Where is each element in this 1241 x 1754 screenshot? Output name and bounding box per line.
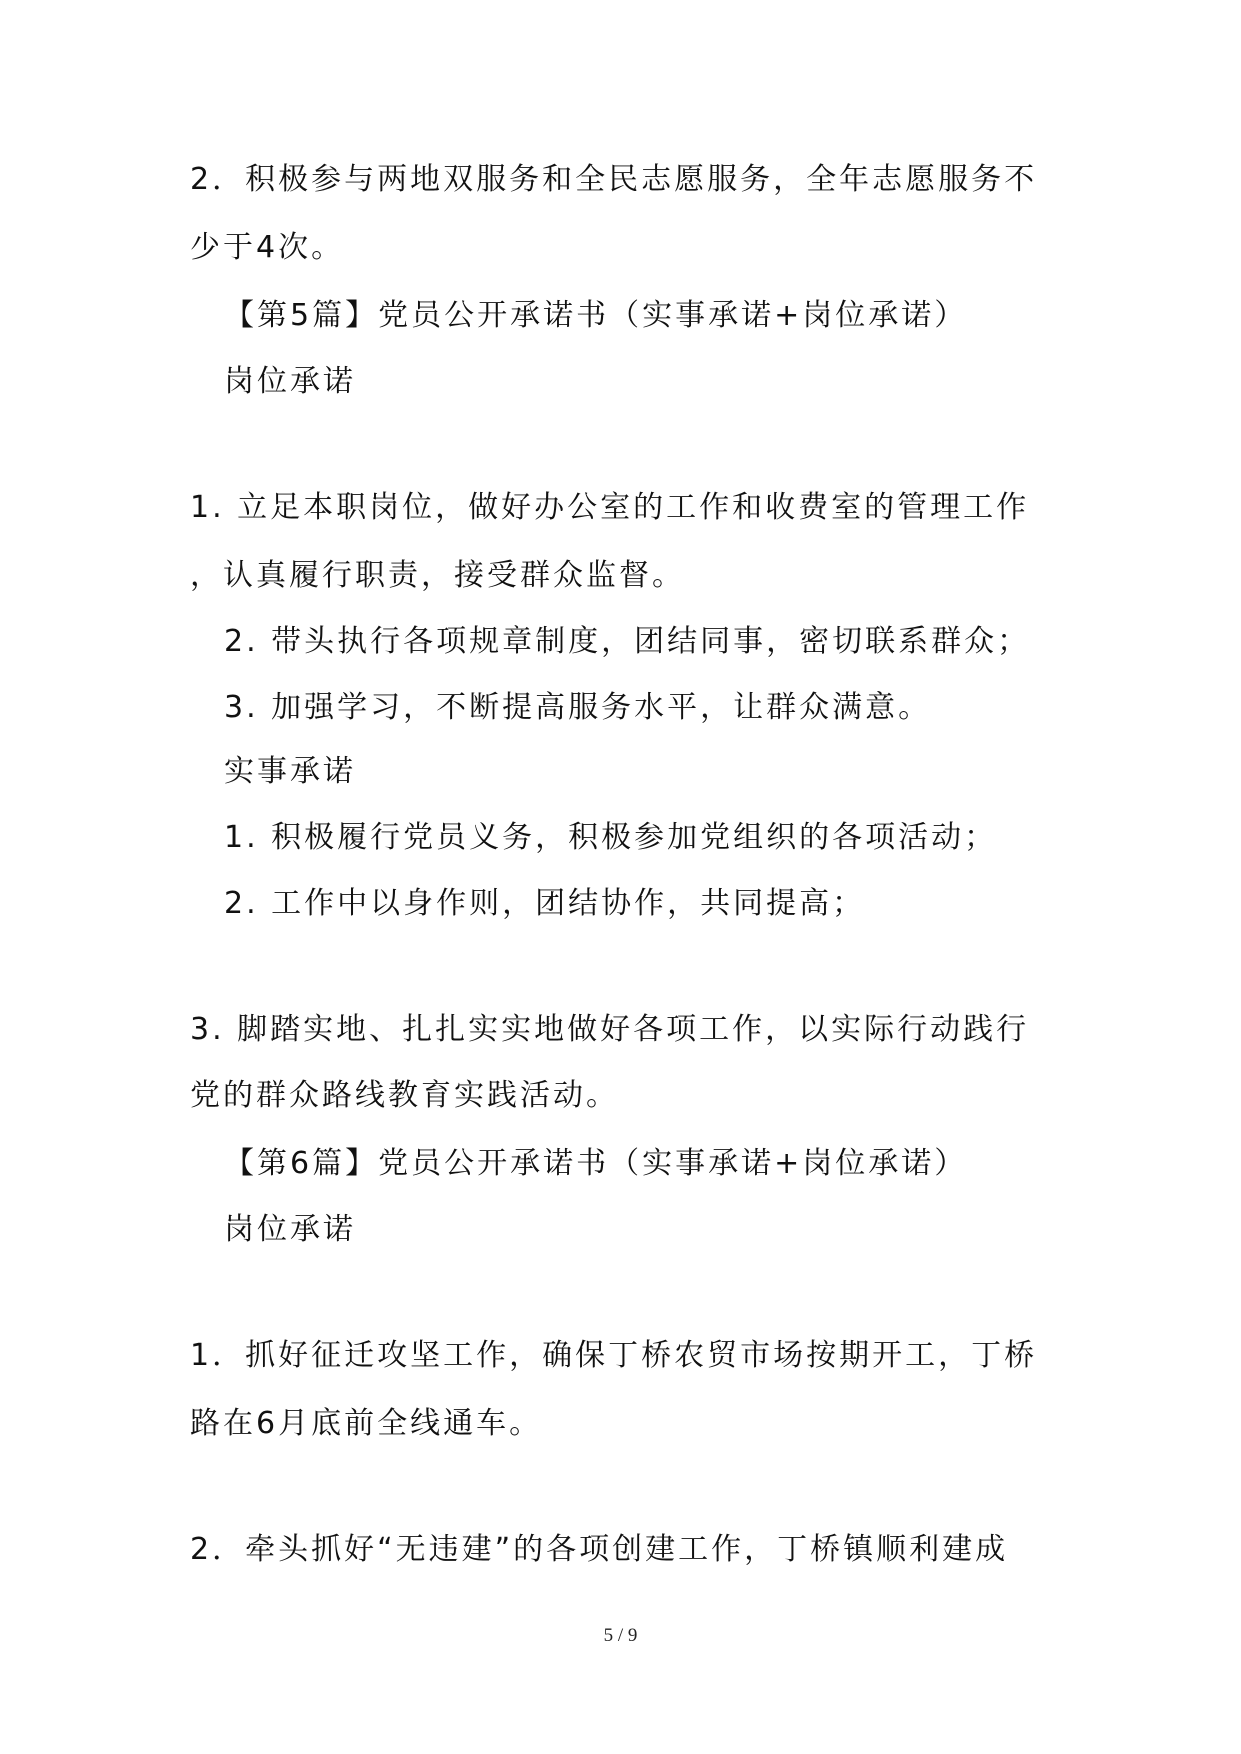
text-line: ，认真履行职责，接受群众监督。 — [190, 558, 685, 593]
text-line: 1. 积极履行党员义务，积极参加党组织的各项活动； — [224, 820, 998, 855]
text-line: 路在6月底前全线通车。 — [190, 1406, 543, 1441]
text-line: 2. 带头执行各项规章制度，团结同事，密切联系群众； — [224, 624, 1031, 659]
text-line: 2．牵头抓好“无违建”的各项创建工作，丁桥镇顺利建成 — [190, 1532, 1009, 1567]
text-line: 1．抓好征迁攻坚工作，确保丁桥农贸市场按期开工，丁桥 — [190, 1338, 1038, 1373]
page-number: 5 / 9 — [603, 1625, 638, 1646]
section-heading: 【第6篇】党员公开承诺书（实事承诺+岗位承诺） — [224, 1146, 968, 1181]
subheading: 岗位承诺 — [224, 364, 356, 399]
text-line: 党的群众路线教育实践活动。 — [190, 1078, 619, 1113]
text-line: 3. 脚踏实地、扎扎实实地做好各项工作，以实际行动践行 — [190, 1012, 1030, 1047]
subheading: 实事承诺 — [224, 754, 356, 789]
subheading: 岗位承诺 — [224, 1212, 356, 1247]
text-line: 2. 工作中以身作则，团结协作，共同提高； — [224, 886, 866, 921]
text-line: 1. 立足本职岗位，做好办公室的工作和收费室的管理工作 — [190, 490, 1030, 525]
text-line: 2．积极参与两地双服务和全民志愿服务，全年志愿服务不 — [190, 162, 1038, 197]
text-line: 少于4次。 — [190, 230, 345, 265]
text-line: 3. 加强学习，不断提高服务水平，让群众满意。 — [224, 690, 932, 725]
section-heading: 【第5篇】党员公开承诺书（实事承诺+岗位承诺） — [224, 298, 968, 333]
